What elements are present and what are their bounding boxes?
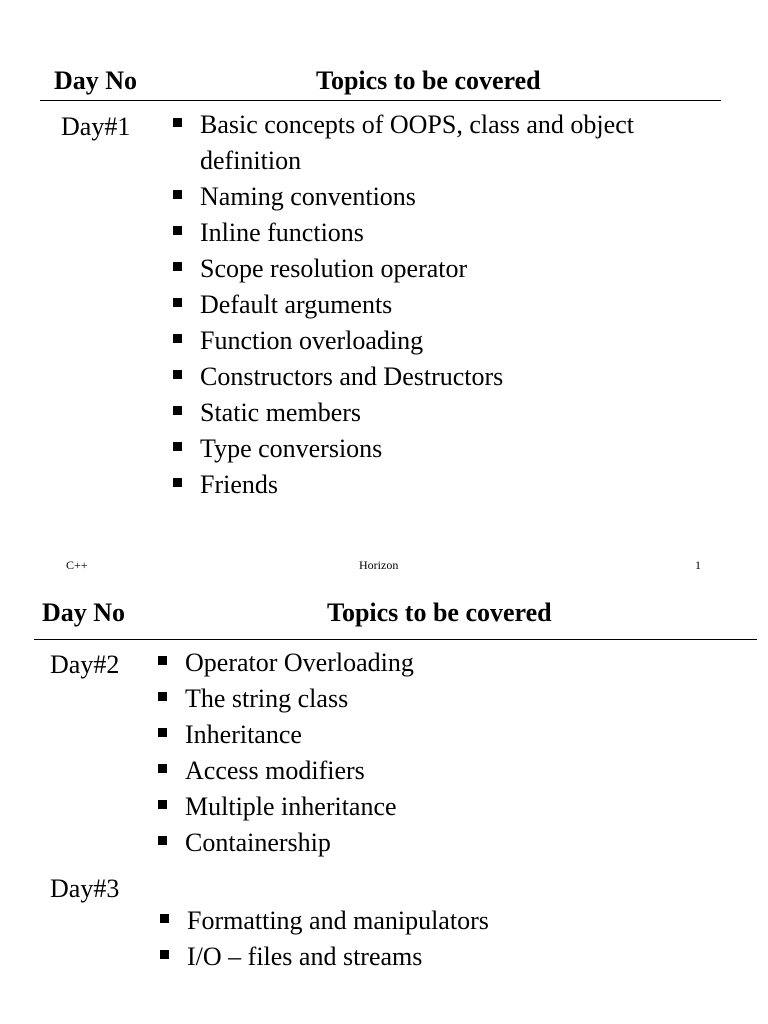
topic-item: Containership: [158, 825, 718, 861]
square-bullet-icon: [173, 406, 182, 415]
slide1-header-topics: Topics to be covered: [316, 66, 541, 95]
square-bullet-icon: [173, 442, 182, 451]
topic-item: Naming conventions: [173, 179, 713, 215]
topic-item: Basic concepts of OOPS, class and object definition: [173, 107, 713, 179]
square-bullet-icon: [158, 692, 167, 701]
slide1-topic-list: [173, 107, 713, 503]
square-bullet-icon: [173, 190, 182, 199]
square-bullet-icon: [160, 914, 169, 923]
topic-item: Type conversions: [173, 431, 713, 467]
slide1-header-rule: [40, 100, 721, 101]
square-bullet-icon: [158, 656, 167, 665]
square-bullet-icon: [173, 118, 182, 127]
square-bullet-icon: [173, 226, 182, 235]
square-bullet-icon: [158, 836, 167, 845]
footer-left: C++: [66, 558, 88, 572]
slide2-day3-topic-list: [160, 903, 720, 975]
square-bullet-icon: [173, 478, 182, 487]
slide2-day2-topic-list: [158, 645, 718, 861]
footer-page-number: 1: [695, 558, 701, 572]
topic-item: Default arguments: [173, 287, 713, 323]
square-bullet-icon: [173, 370, 182, 379]
topic-item: Operator Overloading: [158, 645, 718, 681]
square-bullet-icon: [173, 334, 182, 343]
square-bullet-icon: [158, 800, 167, 809]
slide2-header-rule: [34, 639, 757, 640]
topic-item: Access modifiers: [158, 753, 718, 789]
square-bullet-icon: [173, 298, 182, 307]
topic-item: The string class: [158, 681, 718, 717]
slide1-day-label: Day#1: [61, 112, 131, 141]
square-bullet-icon: [173, 262, 182, 271]
topic-item: Function overloading: [173, 323, 713, 359]
topic-item: Constructors and Destructors: [173, 359, 713, 395]
topic-item: Scope resolution operator: [173, 251, 713, 287]
topic-item: Multiple inheritance: [158, 789, 718, 825]
topic-item: Inheritance: [158, 717, 718, 753]
square-bullet-icon: [160, 950, 169, 959]
topic-item: Inline functions: [173, 215, 713, 251]
slide2-header-topics: Topics to be covered: [327, 598, 552, 627]
slide2-day2-label: Day#2: [50, 650, 120, 679]
slide2-day3-label: Day#3: [50, 874, 120, 903]
square-bullet-icon: [158, 728, 167, 737]
topic-item: I/O – files and streams: [160, 939, 720, 975]
topic-item: Static members: [173, 395, 713, 431]
topic-item: Friends: [173, 467, 713, 503]
slide2-header-day-no: Day No: [42, 598, 126, 627]
footer-center: Horizon: [359, 558, 399, 572]
topic-item: Formatting and manipulators: [160, 903, 720, 939]
slide1-header-day-no: Day No: [54, 66, 138, 95]
square-bullet-icon: [158, 764, 167, 773]
